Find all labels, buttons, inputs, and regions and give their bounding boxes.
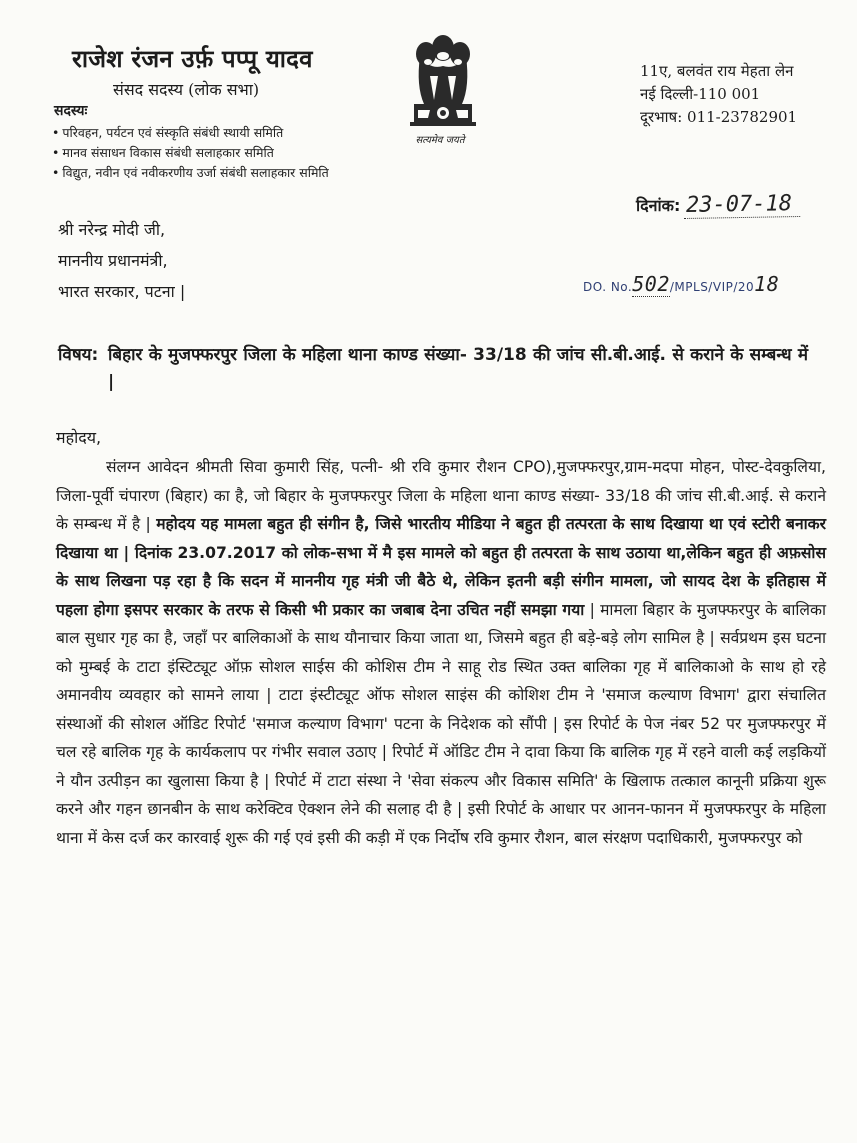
date-row — [636, 192, 800, 218]
salutation: महोदय, — [56, 428, 102, 447]
dispatch-prefix: DO. No. — [583, 280, 633, 294]
emblem-motto: सत्यमेव जयते — [415, 135, 465, 146]
phone-number: दूरभाष: 011-23782901 — [640, 108, 798, 126]
body-text-part: संलग्न आवेदन श्रीमती सिवा कुमारी सिंह, पत्नी- श्री रवि कुमार रौशन CPO),मुजफ्फरपुर,ग्राम-मदपा मोहन, पोस्ट-देवकुलिया, जिला-पूर्वी चंपारण (बिहार) का है, जो बिहार के मुजफ्फरपुर जिला के महिला थाना काण्ड संख्या- 33/18 की जांच सी.बी.आई. से कराने के सम्बन्ध में है | — [56, 458, 826, 533]
recipient-line: माननीय प्रधानमंत्री, — [58, 251, 168, 270]
recipient-line: भारत सरकार, पटना | — [58, 282, 186, 301]
sender-address — [640, 60, 797, 129]
member-label: सदस्यः — [54, 103, 88, 119]
address-line: 11ए, बलवंत राय मेहता लेन — [640, 62, 794, 80]
dispatch-year: 18 — [754, 272, 780, 296]
recipient-block — [58, 214, 185, 307]
body-text-part: | मामला बिहार के मुजफ्फरपुर के बालिका बाल सुधार गृह का है, जहाँ पर बालिकाओं के साथ यौनाचार किया जाता था, जिसमे बहुत ही बड़े-बड़े लोग सामिल है | सर्वप्रथम इस घटना को मुम्बई के टाटा इंस्टिट्यूट ऑफ़ सोशल साईस की कोशिस टीम ने साहू रोड स्थित उक्त बालिका गृह में बालिकाओ के साथ हो रहे अमानवीय व्यवहार को सामने लाया | टाटा इंस्टीट्यूट ऑफ सोशल साइंस की कोशिश टीम ने 'समाज कल्याण विभाग' द्वारा संचालित संस्थाओं की सोशल ऑडिट रिपोर्ट 'समाज कल्याण विभाग' पटना के निदेशक को सौंपी | इस रिपोर्ट के पेज नंबर 52 पर मुजफ्फरपुर में चल रहे बालिक गृह के कार्यकलाप पर गंभीर सवाल उठाए | रिपोर्ट में ऑडिट टीम ने दावा किया कि बालिक गृह में रहने वाली कई लड़कियों ने यौन उत्पीड़न का खुलासा किया है | रिपोर्ट में टाटा संस्था ने 'सेवा संकल्प और विकास समिति' के खिलाफ तत्काल कानूनी प्रक्रिया शुरू करने और गहन छानबीन के साथ करेक्टिव ऐक्शन लेने की सलाह दी है | इसी रिपोर्ट के आधार पर आनन-फानन में मुजफ्फरपुर के महिला थाना में केस दर्ज कर कारवाई शुरू की गई एवं इसी की कड़ी में एक निर्दोष रवि कुमार रौशन, बाल संरक्षण पदाधिकारी, मुजफ्फरपुर को — [56, 600, 826, 847]
sender-name: राजेश रंजन उर्फ़ पप्पू यादव — [72, 44, 313, 73]
date-value: 23-07-18 — [684, 191, 800, 219]
committee-list — [52, 123, 329, 183]
address-line: नई दिल्ली-110 001 — [640, 85, 761, 103]
date-label: दिनांक: — [636, 196, 681, 215]
dispatch-suffix: /MPLS/VIP/20 — [669, 280, 755, 294]
committee-item: • मानव संसाधन विकास संबंधी सलाहकार समिति — [52, 143, 329, 163]
dispatch-handwritten-number: 502 — [632, 272, 670, 296]
body-text-bold: महोदय यह मामला बहुत ही संगीन है, जिसे भारतीय मीडिया ने बहुत ही तत्परता के साथ दिखाया था एवं स्टोरी बनाकर दिखाया था | दिनांक 23.07.2017 को लोक-सभा में मै इस मामले को बहुत ही तत्परता के साथ उठाया था,लेकिन बहुत ही अफ़सोस के साथ लिखना पड़ रहा है कि सदन में माननीय गृह मंत्री जी बैठे थे, लेकिन इतनी बड़ी संगीन मामला, जो सायद देश के इतिहास में पहला होगा इसपर सरकार के तरफ से किसी भी प्रकार का जबाब देना उचित नहीं समझा गया — [56, 515, 827, 619]
committee-item: • विद्युत, नवीन एवं नवीकरणीय उर्जा संबंधी सलाहकार समिति — [52, 163, 329, 183]
committee-item: • परिवहन, पर्यटन एवं संस्कृति संबंधी स्थायी समिति — [52, 123, 329, 143]
dispatch-number — [583, 272, 779, 297]
letter-body — [56, 453, 826, 852]
sender-role: संसद सदस्य (लोक सभा) — [113, 80, 260, 99]
subject-text: बिहार के मुजफ्फरपुर जिला के महिला थाना काण्ड संख्या- 33/18 की जांच सी.बी.आई. से कराने के सम्बन्ध में | — [108, 345, 808, 392]
subject-label: विषय: — [58, 345, 99, 365]
recipient-line: श्री नरेन्द्र मोदी जी, — [58, 220, 166, 239]
